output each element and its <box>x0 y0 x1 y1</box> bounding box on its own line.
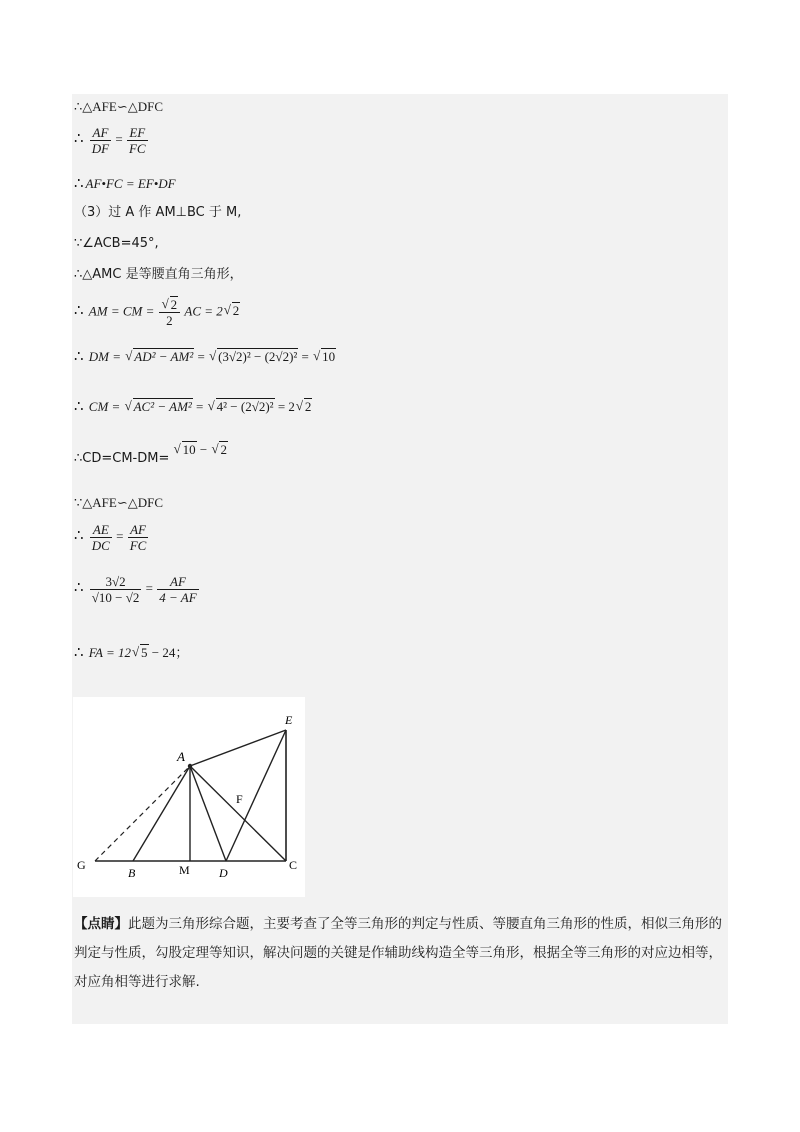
label-c: C <box>289 858 298 872</box>
label-g: G <box>77 858 86 872</box>
line-isosceles: ∴△AMC 是等腰直角三角形， <box>74 267 243 282</box>
segment-ac <box>190 766 286 861</box>
remark-tag: 【点睛】 <box>74 916 128 932</box>
point-a-dot <box>188 764 192 768</box>
geometry-figure <box>73 697 305 897</box>
segment-ad <box>190 766 226 861</box>
line-cm: ∴ CM = √ AC² − AM² = √ 4² − (2√2)² = 2√ 2 <box>74 399 312 415</box>
label-d: D <box>219 866 228 880</box>
line-cd: ∴CD=CM-DM= √ 10 − √ 2 <box>74 450 228 467</box>
line-equation: ∴ $\frac{3√2}{√10 - √2}$ = $\frac{AF}{4 - AF}$ <box>74 574 197 605</box>
label-f: F <box>236 792 243 806</box>
line-am-cm: ∴ AM = CM = √ $\frac{2}{2}$ AC = 2√ 2 <box>74 297 240 328</box>
remark-paragraph <box>74 910 724 997</box>
line-step3: （3）过 A 作 AM⊥BC 于 M, <box>74 205 242 220</box>
segment-ag-dashed <box>95 766 190 861</box>
line-fa-result: ∴ FA = 12√ 5 − 24； <box>74 645 188 661</box>
line-angle: ∵∠ACB=45°, <box>74 236 159 251</box>
line-ratio-1: ∴ $\frac{AF}{DF}$ = $\frac{EF}{FC}$ <box>74 125 146 156</box>
line-ratio-2: ∴ $\frac{AE}{DC}$ = $\frac{AF}{FC}$ <box>74 522 147 553</box>
label-a: A <box>177 749 185 764</box>
label-m: M <box>179 863 190 877</box>
line-similar-triangles: ∴△AFE∽△DFC <box>74 99 164 114</box>
label-e: E <box>285 713 293 727</box>
line-similar-again: ∵△AFE∽△DFC <box>74 495 164 510</box>
line-product: ∴ AF•FC = EF•DF <box>74 176 176 192</box>
segment-ab <box>133 766 190 861</box>
geometry-diagram <box>73 697 305 897</box>
remark-text: 此题为三角形综合题，主要考查了全等三角形的判定与性质、等腰直角三角形的性质，相似三角形的判定与性质，勾股定理等知识，解决问题的关键是作辅助线构造全等三角形，根据全等三角形的对应边相等，对应角相等进行求解. <box>74 916 722 990</box>
line-dm: ∴ DM = √ AD² − AM² = √ (3√2)² − (2√2)² = √ 10 <box>74 349 336 365</box>
label-b: B <box>128 866 136 880</box>
